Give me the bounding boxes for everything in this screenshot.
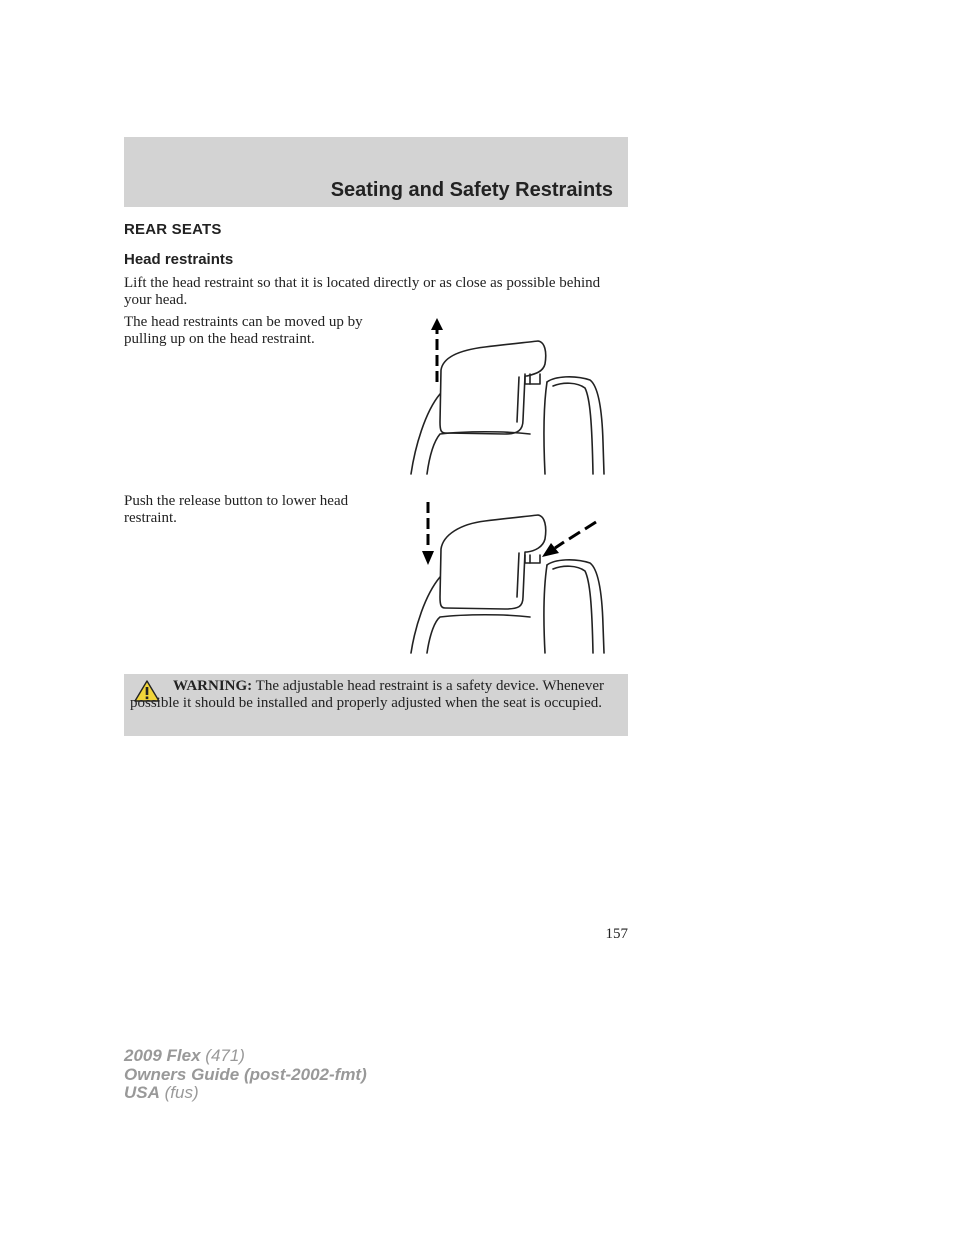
footer-line-3: USA (fus)	[124, 1083, 199, 1102]
warning-body: The adjustable head restraint is a safety device. Whenever possible it should be installed and properly adjusted when the seat is occupied.	[130, 678, 604, 711]
document-footer	[124, 1047, 367, 1103]
raise-paragraph: The head restraints can be moved up by pulling up on the head restraint.	[124, 314, 363, 347]
chapter-title: Seating and Safety Restraints	[330, 179, 613, 201]
warning-text	[130, 678, 620, 711]
lower-paragraph: Push the release button to lower head restraint.	[124, 493, 349, 526]
warning-label: WARNING:	[173, 678, 253, 694]
footer-line-1: 2009 Flex (471)	[124, 1046, 245, 1065]
warning-box	[124, 674, 628, 736]
intro-paragraph: Lift the head restraint so that it is located directly or as close as possible behind your head.	[124, 275, 601, 308]
footer-line-2: Owners Guide (post-2002-fmt)	[124, 1064, 367, 1084]
page-number: 157	[605, 926, 628, 942]
section-title: REAR SEATS	[124, 221, 222, 238]
head-restraint-down-illustration	[405, 497, 610, 657]
section-header-band	[124, 137, 628, 207]
subsection-title: Head restraints	[124, 251, 234, 268]
head-restraint-up-illustration	[405, 312, 610, 478]
